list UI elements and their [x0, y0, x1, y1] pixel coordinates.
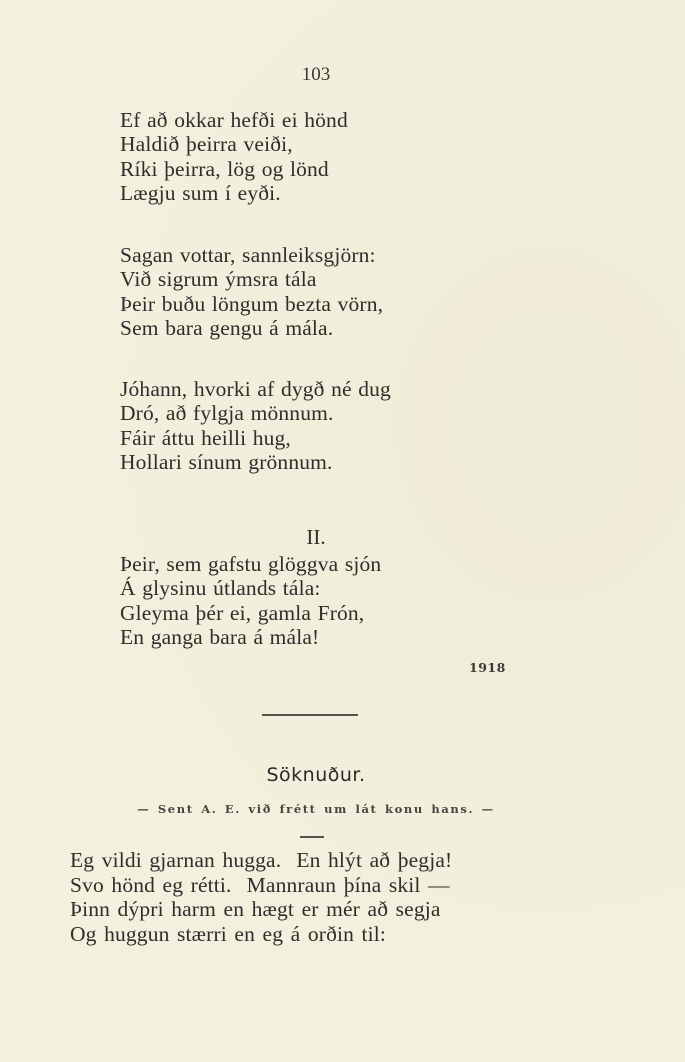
verse-line: Dró, að fylgja mönnum. — [120, 401, 334, 426]
stanza-1 — [120, 108, 348, 205]
stanza-2 — [120, 243, 383, 340]
poem-date: 1918 — [469, 660, 506, 675]
verse-line: Og huggun stærri en eg á orðin til: — [70, 921, 387, 946]
verse-line: Þeir, sem gafstu glöggva sjón — [120, 552, 382, 576]
verse-line: Á glysinu útlands tála: — [120, 576, 321, 601]
verse-line: Jóhann, hvorki af dygð né dug — [120, 377, 391, 401]
verse-line: Við sigrum ýmsra tála — [120, 267, 317, 292]
verse-line: Þeir buðu löngum bezta vörn, — [120, 291, 384, 316]
verse-line: Gleyma þér ei, gamla Frón, — [120, 600, 365, 625]
stanza-section-two — [120, 552, 381, 649]
title-divider — [300, 836, 324, 838]
verse-line: Ríki þeirra, lög og lönd — [120, 156, 329, 181]
verse-line: Hollari sínum grönnum. — [120, 449, 333, 474]
section-number: II. — [306, 525, 326, 549]
verse-line: Þinn dýpri harm en hægt er mér að segja — [70, 897, 441, 921]
section-divider — [262, 714, 358, 716]
verse-line: Eg vildi gjarnan hugga. En hlýt að þegja! — [70, 848, 453, 872]
poem-title: Söknuður. — [266, 764, 366, 786]
verse-line: Sagan vottar, sannleiksgjörn: — [120, 243, 376, 267]
page-number: 103 — [301, 64, 331, 85]
verse-line: En ganga bara á mála! — [120, 624, 320, 649]
stanza-poem-two — [70, 848, 452, 946]
stanza-3 — [120, 377, 391, 474]
verse-line: Svo hönd eg rétti. Mannraun þína skil — — [70, 872, 450, 897]
verse-line: Fáir áttu heilli hug, — [120, 425, 291, 450]
verse-line: Lægju sum í eyði. — [120, 180, 281, 205]
poem-dedication: — Sent A. E. við frétt um lát konu hans. — — [137, 802, 495, 816]
verse-line: Haldið þeirra veiði, — [120, 132, 293, 157]
verse-line: Ef að okkar hefði ei hönd — [120, 108, 348, 132]
verse-line: Sem bara gengu á mála. — [120, 315, 334, 340]
